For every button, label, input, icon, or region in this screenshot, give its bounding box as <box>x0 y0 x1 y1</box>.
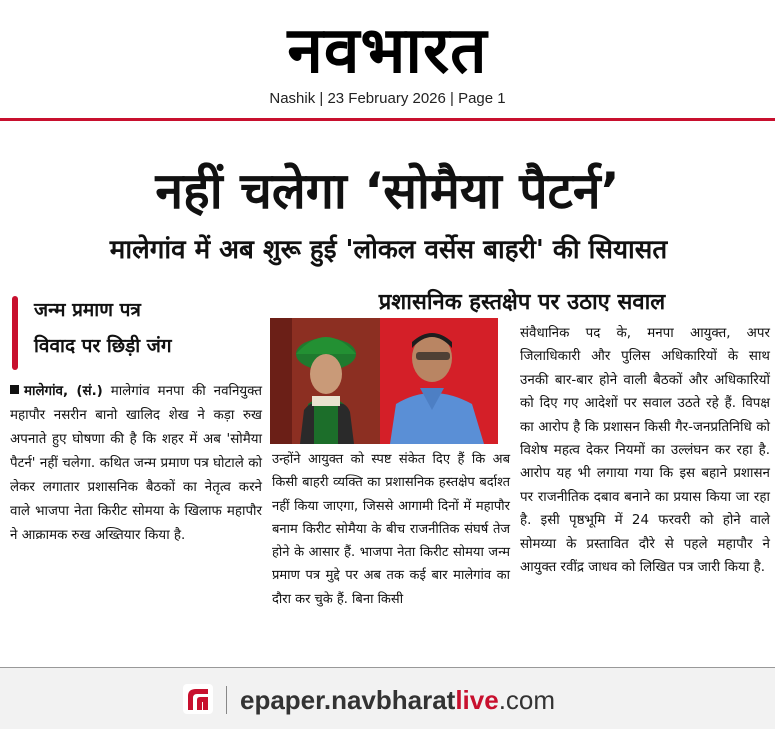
url-prefix: epaper. <box>240 685 332 715</box>
navbharat-brand-icon <box>183 684 213 714</box>
masthead <box>0 0 775 118</box>
article-column-2: उन्होंने आयुक्त को स्पष्ट संकेत दिए हैं कि अब किसी बाहरी व्यक्ति का प्रशासनिक हस्तक्षेप बर्दाश्त नहीं किया जाएगा, जिससे आगामी दिनों में महापौर बनाम किरीट सोमैया के बीच राजनीतिक संघर्ष तेज होने के आसार हैं. भाजपा नेता किरीट सोमया जन्म प्रमाण पत्र मुद्दे पर अब तक कई बार मालेगांव का दौरा कर चुके हैं. बिना किसी <box>272 452 510 607</box>
sidebar-title-line2: विवाद पर छिड़ी जंग <box>34 335 172 357</box>
url-brand: navbharat <box>331 685 456 715</box>
epaper-url-link[interactable] <box>240 683 555 717</box>
article-column-1-text: मालेगांव मनपा की नवनियुक्त महापौर नसरीन बानो खालिद शेख ने कड़ा रुख अपनाते हुए घोषणा की है कि शहर में अब 'सोमैया पैटर्न' नहीं चलेगा. कथित जन्म प्रमाण पत्र घोटाले को लेकर लगातार प्रशासनिक बैठकों का नेतृत्व करने वाले भाजपा नेता किरीट सोमया के खिलाफ महापौर ने आक्रामक रुख अख्तियार किया है. <box>10 384 262 543</box>
mayor-photo[interactable] <box>270 318 380 444</box>
url-suffix: .com <box>498 685 556 715</box>
url-live: live <box>455 685 499 715</box>
edition-dateline: Nashik | 23 February 2026 | Page 1 <box>269 90 506 107</box>
somaiya-photo[interactable] <box>380 318 498 444</box>
article-column-1 <box>10 380 262 548</box>
sidebar-title <box>34 292 264 364</box>
sidebar-accent-bar <box>12 296 18 370</box>
article-subheadline: मालेगांव में अब शुरू हुई 'लोकल वर्सेस बाहरी' की सियासत <box>109 235 668 265</box>
article-kicker: प्रशासनिक हस्तक्षेप पर उठाए सवाल <box>378 290 666 315</box>
sidebar-title-line1: जन्म प्रमाण पत्र <box>34 299 141 321</box>
article-headline: नहीं चलेगा ‘सोमैया पैटर्न’ <box>155 162 620 220</box>
somaiya-photo-illustration <box>380 318 498 444</box>
article-column-3: संवैधानिक पद के, मनपा आयुक्त, अपर जिलाधिकारी और पुलिस अधिकारियों के साथ उनकी बार-बार होने वाली बैठकों और अधिकारियों को दिए गए आदेशों पर सवाल उठते रहे हैं. विपक्ष का आरोप है कि प्रशासन किसी गैर-जनप्रतिनिधि को विशेष महत्व देकर नियमों का उल्लंघन कर रहा है. आरोप यह भी लगाया गया कि इस बहाने प्रशासन पर राजनीतिक दबाव बनाने का प्रयास किया जा रहा है. इसी पृष्ठभूमि में 24 फरवरी को होने वाले सोमय्या के प्रस्तावित दौरे से पहले महापौर ने आयुक्त रवींद्र जाधव को लिखित पत्र जारी किया है. <box>520 326 770 576</box>
article-dateline-place: मालेगांव, (सं.) <box>24 384 103 399</box>
square-bullet-icon <box>10 385 19 394</box>
mayor-photo-illustration <box>270 318 380 444</box>
newspaper-logo[interactable]: नवभारत <box>287 14 488 88</box>
footer-separator <box>226 686 227 714</box>
masthead-divider <box>0 118 775 121</box>
